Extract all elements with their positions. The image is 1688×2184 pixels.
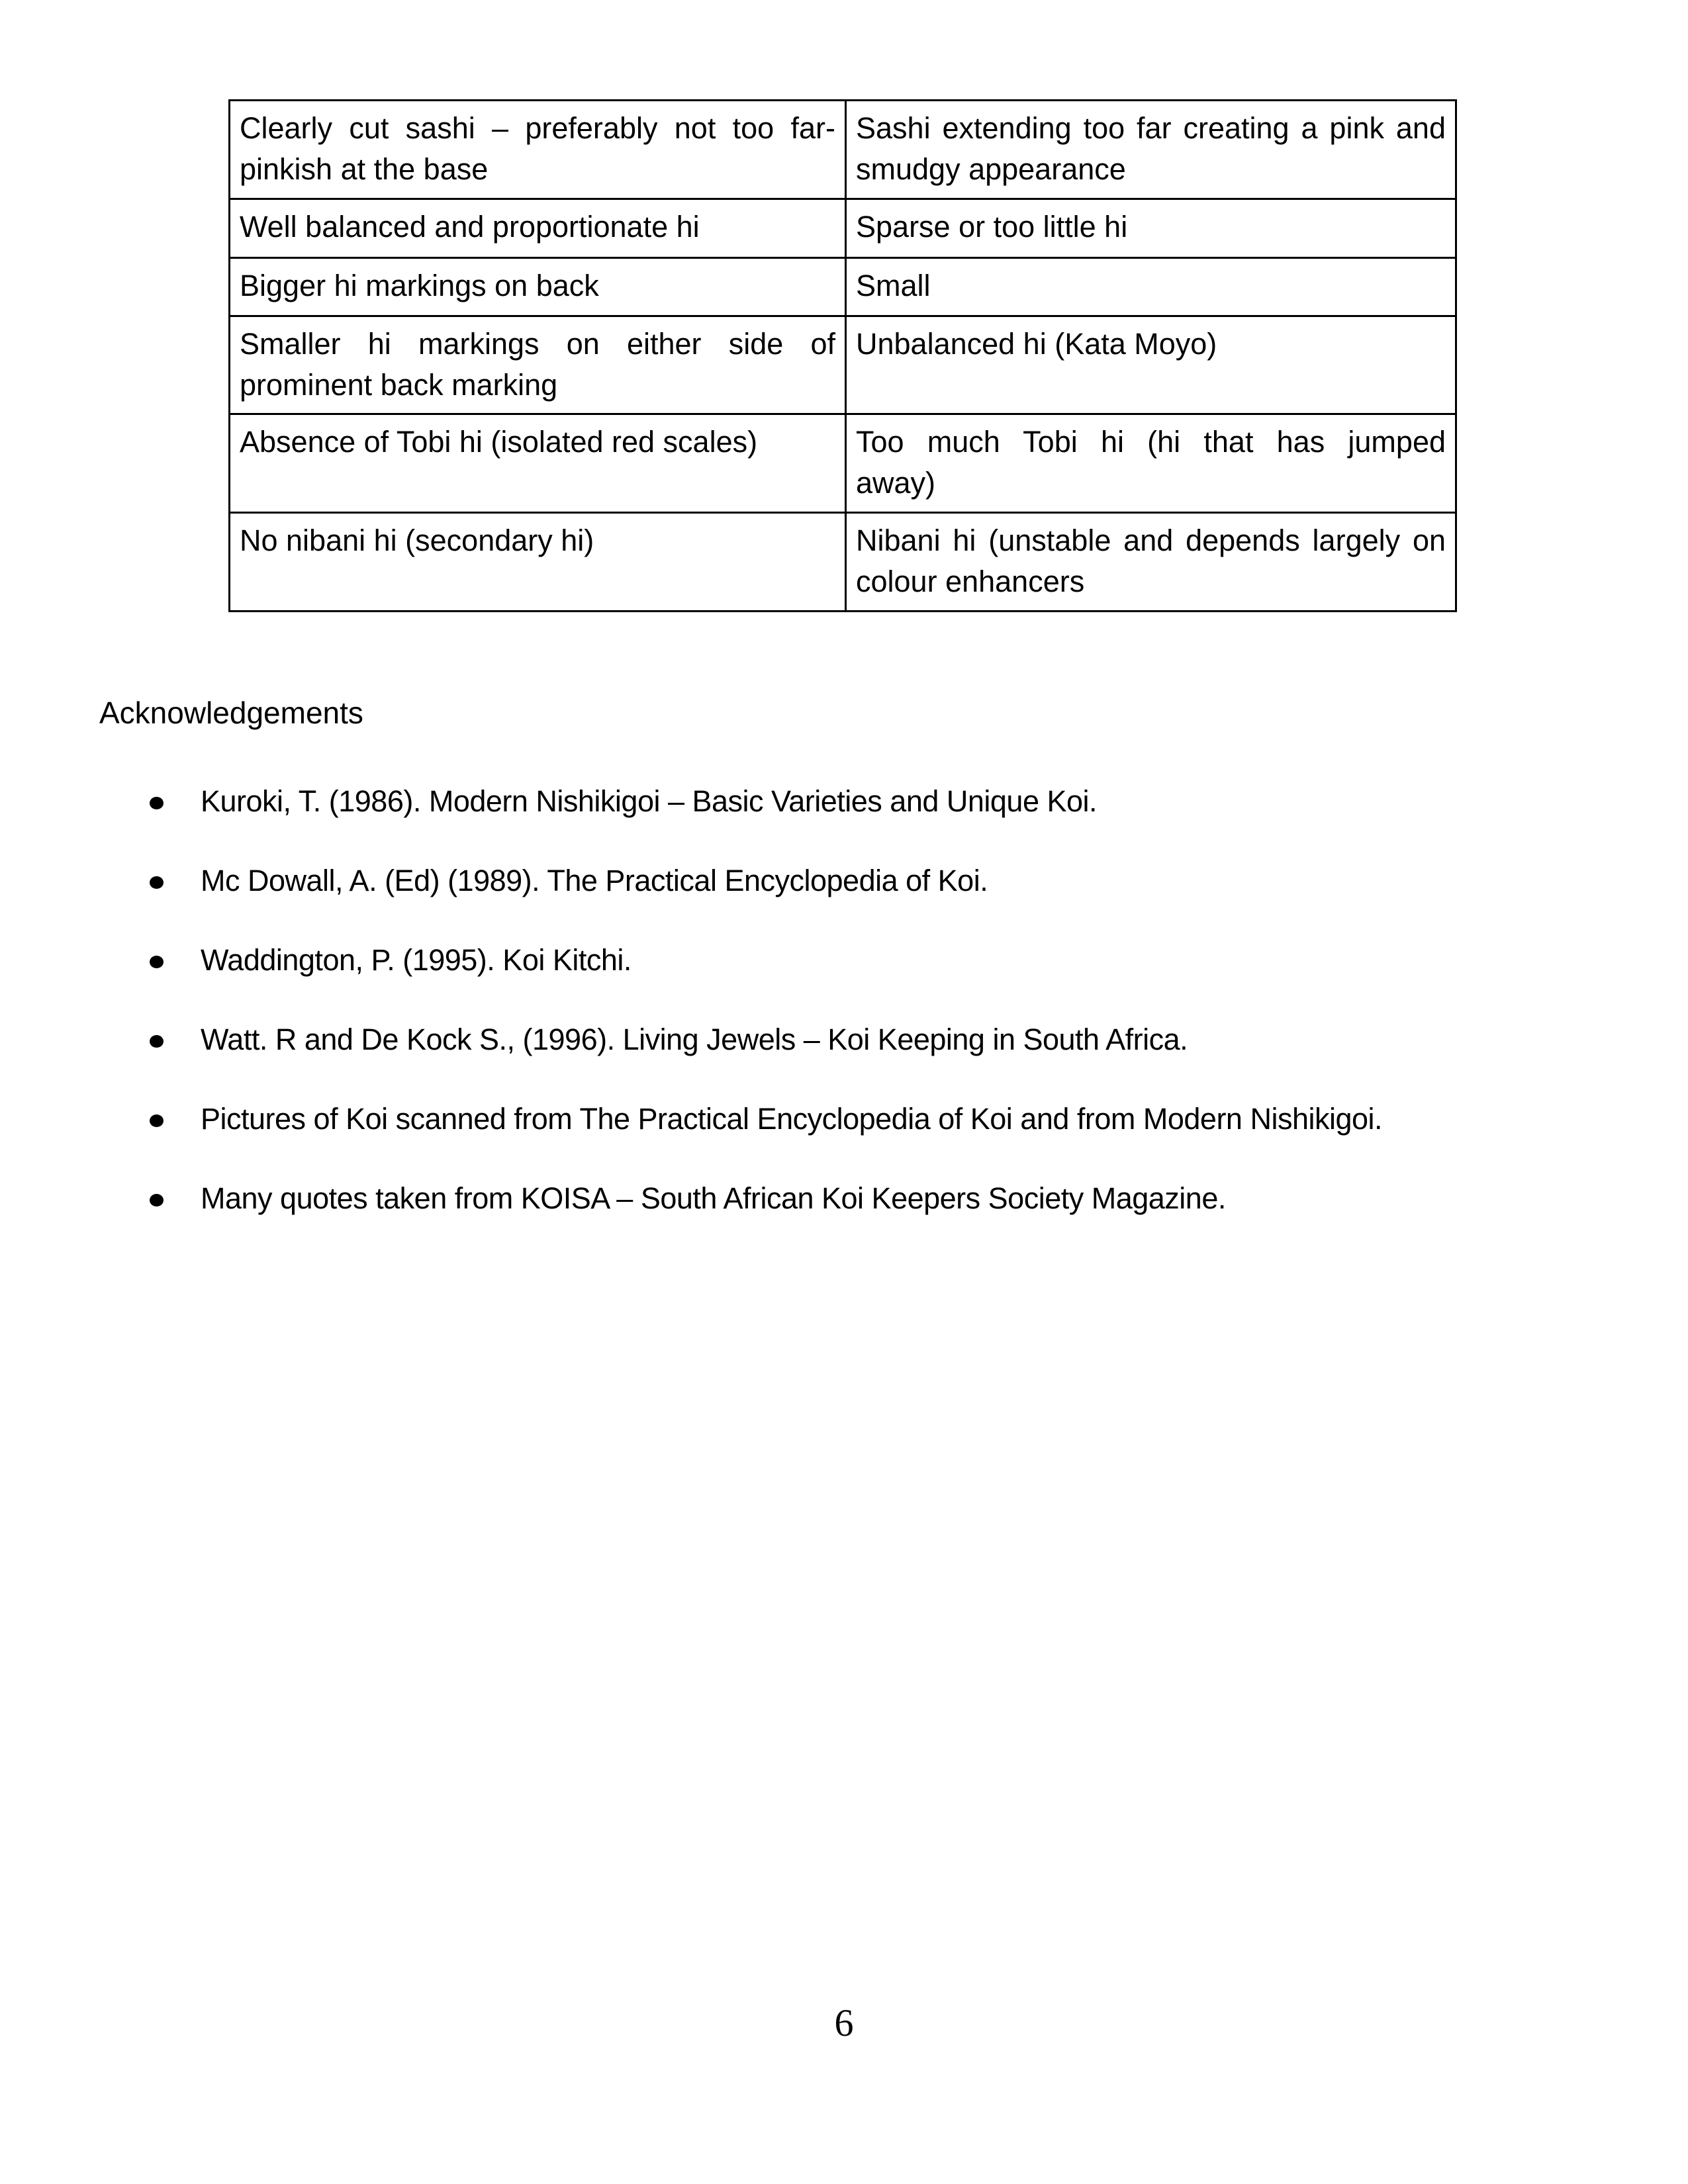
cell-line: away) xyxy=(856,466,936,500)
list-item xyxy=(150,1019,1382,1060)
cell-line: Too much Tobi hi (hi that has jumped xyxy=(856,425,1446,459)
cell-line: Clearly cut sashi – preferably not too far- xyxy=(240,111,835,145)
list-item xyxy=(150,940,1382,981)
page-number: 6 xyxy=(834,2001,854,2044)
table-row xyxy=(230,513,1456,612)
cell-line: pinkish at the base xyxy=(240,152,489,186)
cell-line: No nibani hi (secondary hi) xyxy=(240,523,594,557)
list-item-text: Pictures of Koi scanned from The Practical Encyclopedia of Koi and from Modern Nishikigoi. xyxy=(201,1102,1383,1136)
bullet-marker xyxy=(150,956,164,968)
cell-line: Smaller hi markings on either side of xyxy=(240,327,835,361)
koi-criteria-table xyxy=(228,99,1457,612)
table-cell-left xyxy=(230,414,846,513)
cell-line: Sparse or too little hi xyxy=(856,210,1128,244)
table-row xyxy=(230,258,1456,316)
table-row xyxy=(230,101,1456,199)
koi-table-body xyxy=(230,101,1456,612)
bullet-marker xyxy=(150,1194,164,1206)
cell-line: colour enhancers xyxy=(856,565,1085,598)
bullet-marker xyxy=(150,1115,164,1127)
cell-line: Absence of Tobi hi (isolated red scales) xyxy=(240,425,758,459)
cell-line: Sashi extending too far creating a pink and xyxy=(856,111,1446,145)
bullet-marker xyxy=(150,876,164,889)
list-item-text: Watt. R and De Kock S., (1996). Living Jewels – Koi Keeping in South Africa. xyxy=(201,1023,1188,1056)
cell-line: Nibani hi (unstable and depends largely on xyxy=(856,523,1446,557)
table-cell-right xyxy=(846,199,1456,258)
list-item xyxy=(150,781,1382,822)
table-cell-left xyxy=(230,199,846,258)
cell-line: Unbalanced hi (Kata Moyo) xyxy=(856,327,1217,361)
cell-line: Well balanced and proportionate hi xyxy=(240,210,700,244)
table-cell-right xyxy=(846,316,1456,414)
table-row xyxy=(230,316,1456,414)
table-row xyxy=(230,414,1456,513)
bullet-marker xyxy=(150,797,164,809)
list-item-text: Kuroki, T. (1986). Modern Nishikigoi – Basic Varieties and Unique Koi. xyxy=(201,784,1098,818)
table-cell-right xyxy=(846,513,1456,612)
list-item-text: Many quotes taken from KOISA – South African Koi Keepers Society Magazine. xyxy=(201,1181,1226,1215)
cell-line: smudgy appearance xyxy=(856,152,1126,186)
cell-line: Bigger hi markings on back xyxy=(240,269,599,302)
table-cell-right xyxy=(846,414,1456,513)
list-item-text: Mc Dowall, A. (Ed) (1989). The Practical Encyclopedia of Koi. xyxy=(201,864,988,897)
table-row xyxy=(230,199,1456,258)
list-item-text: Waddington, P. (1995). Koi Kitchi. xyxy=(201,943,632,977)
acknowledgements-list xyxy=(150,781,1382,1257)
cell-line: Small xyxy=(856,269,931,302)
list-item xyxy=(150,1099,1382,1140)
acknowledgements-heading: Acknowledgements xyxy=(99,696,363,730)
table-cell-left xyxy=(230,316,846,414)
cell-line: prominent back marking xyxy=(240,368,558,402)
list-item xyxy=(150,1178,1382,1219)
table-cell-right xyxy=(846,101,1456,199)
table-cell-left xyxy=(230,258,846,316)
table-cell-left xyxy=(230,513,846,612)
table-cell-left xyxy=(230,101,846,199)
bullet-marker xyxy=(150,1035,164,1048)
list-item xyxy=(150,860,1382,901)
table-cell-right xyxy=(846,258,1456,316)
